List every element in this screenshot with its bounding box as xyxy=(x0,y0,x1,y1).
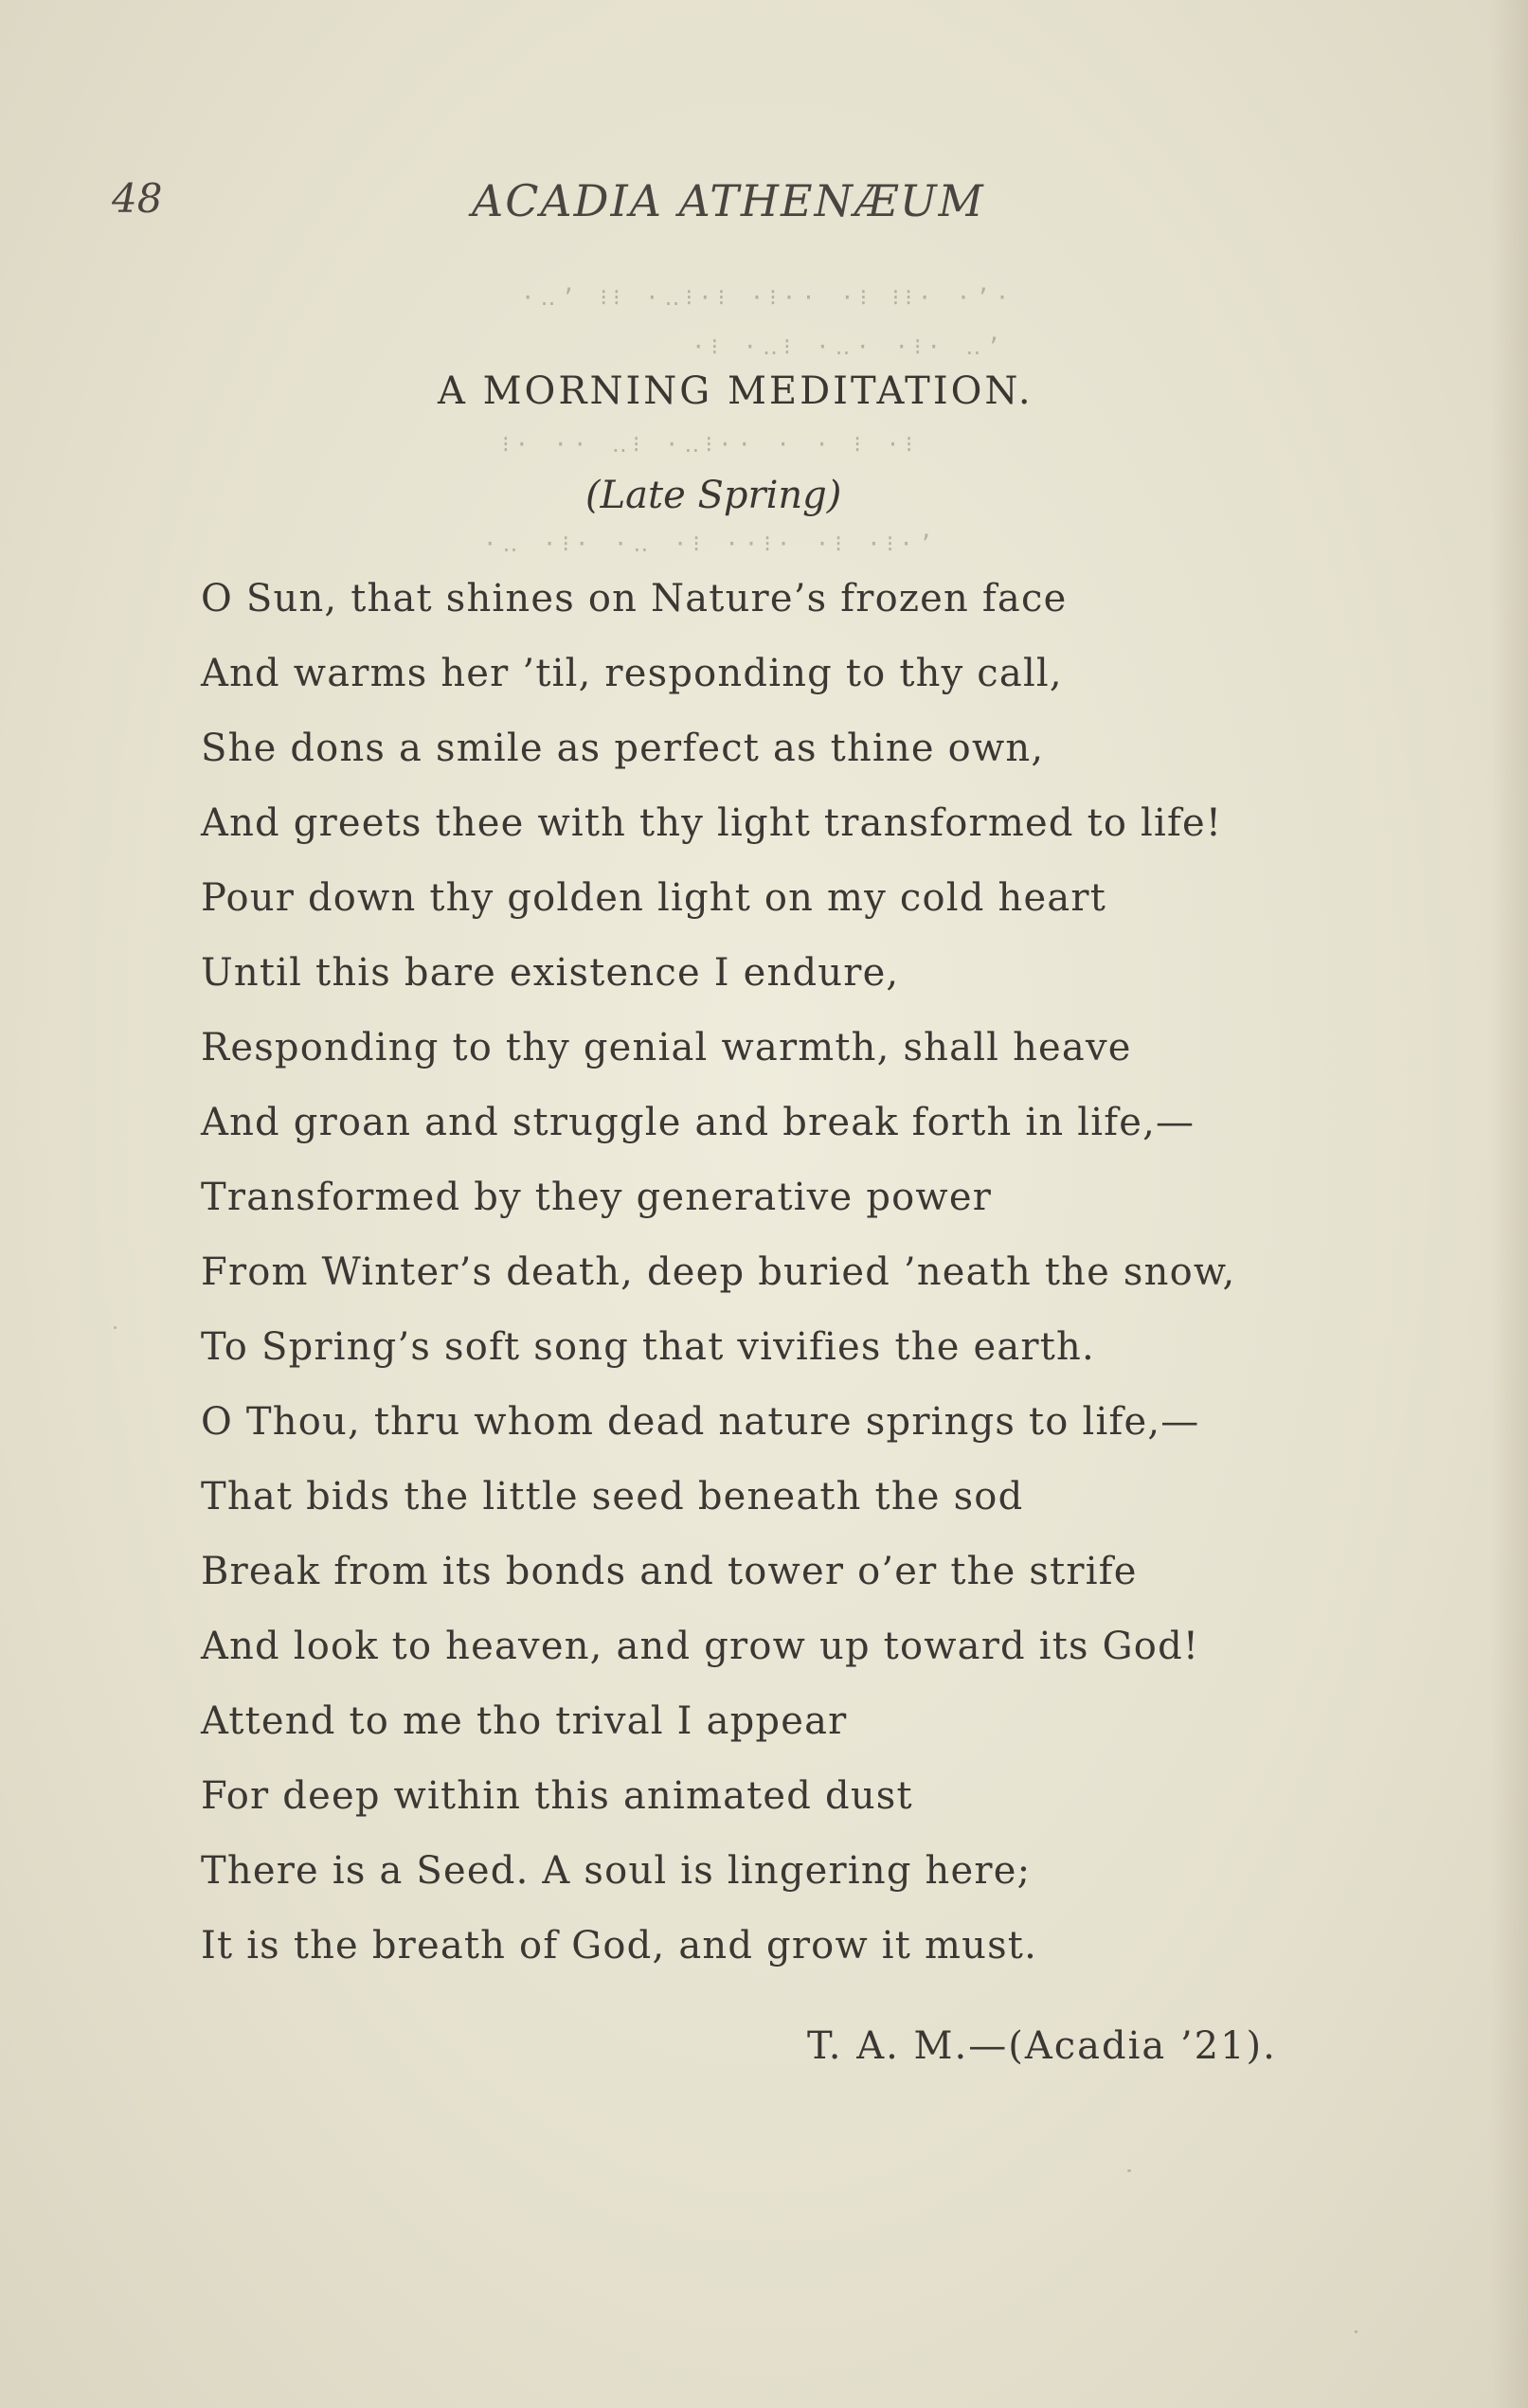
page-number: 48 xyxy=(112,175,163,222)
poem-line: Break from its bonds and tower o’er the strife xyxy=(201,1550,1138,1593)
poem-line: Responding to thy genial warmth, shall heave xyxy=(201,1026,1132,1069)
show-through-line: ·‥’ ⁝⁝ ·‥⁝·⁝ ·⁝·· ·⁝ ⁝⁝· ·’· xyxy=(521,284,1016,311)
poem-subtitle: (Late Spring) xyxy=(585,474,842,517)
poem-body xyxy=(201,568,1338,1990)
show-through-line: ⁝· ·· ‥⁝ ·‥⁝·· · · ⁝ ·⁝ xyxy=(502,431,919,458)
paper-speck xyxy=(1355,2330,1357,2333)
poem-line: From Winter’s death, deep buried ’neath the snow, xyxy=(201,1250,1236,1294)
poem-title: A MORNING MEDITATION. xyxy=(438,369,1034,413)
poem-line: And look to heaven, and grow up toward its God! xyxy=(201,1625,1200,1668)
poem-line: There is a Seed. A soul is lingering here; xyxy=(201,1849,1032,1893)
paper-speck xyxy=(1127,2169,1131,2172)
poem-line: And greets thee with thy light transformed to life! xyxy=(201,801,1223,845)
poem-signature: T. A. M.—(Acadia ’21). xyxy=(807,2024,1277,2068)
poem-line: O Sun, that shines on Nature’s frozen face xyxy=(201,577,1068,620)
paper-speck xyxy=(114,1326,117,1329)
poem-line: Attend to me tho trival I appear xyxy=(201,1699,848,1743)
poem-line: For deep within this animated dust xyxy=(201,1774,913,1818)
poem-line: It is the breath of God, and grow it must. xyxy=(201,1924,1037,1968)
poem-line: And groan and struggle and break forth in life,— xyxy=(201,1101,1195,1144)
poem-line: She dons a smile as perfect as thine own, xyxy=(201,727,1045,770)
poem-line: Pour down thy golden light on my cold heart xyxy=(201,876,1106,920)
running-head xyxy=(112,175,1059,242)
page-edge-shadow xyxy=(1490,0,1528,2408)
poem-line: That bids the little seed beneath the sod xyxy=(201,1475,1024,1518)
poem-line: Transformed by they generative power xyxy=(201,1176,993,1219)
show-through-line: ·‥ ·⁝· ·‥ ·⁝ ··⁝· ·⁝ ·⁝·’ xyxy=(483,530,939,557)
journal-title: ACADIA ATHENÆUM xyxy=(472,175,985,226)
poem-line: And warms her ’til, responding to thy call, xyxy=(201,652,1063,695)
poem-line: O Thou, thru whom dead nature springs to life,— xyxy=(201,1400,1200,1444)
poem-line: Until this bare existence I endure, xyxy=(201,951,900,995)
show-through-line: ·⁝ ·‥⁝ ·‥· ·⁝· ‥’ xyxy=(692,333,1006,360)
poem-line: To Spring’s soft song that vivifies the earth. xyxy=(201,1325,1095,1369)
